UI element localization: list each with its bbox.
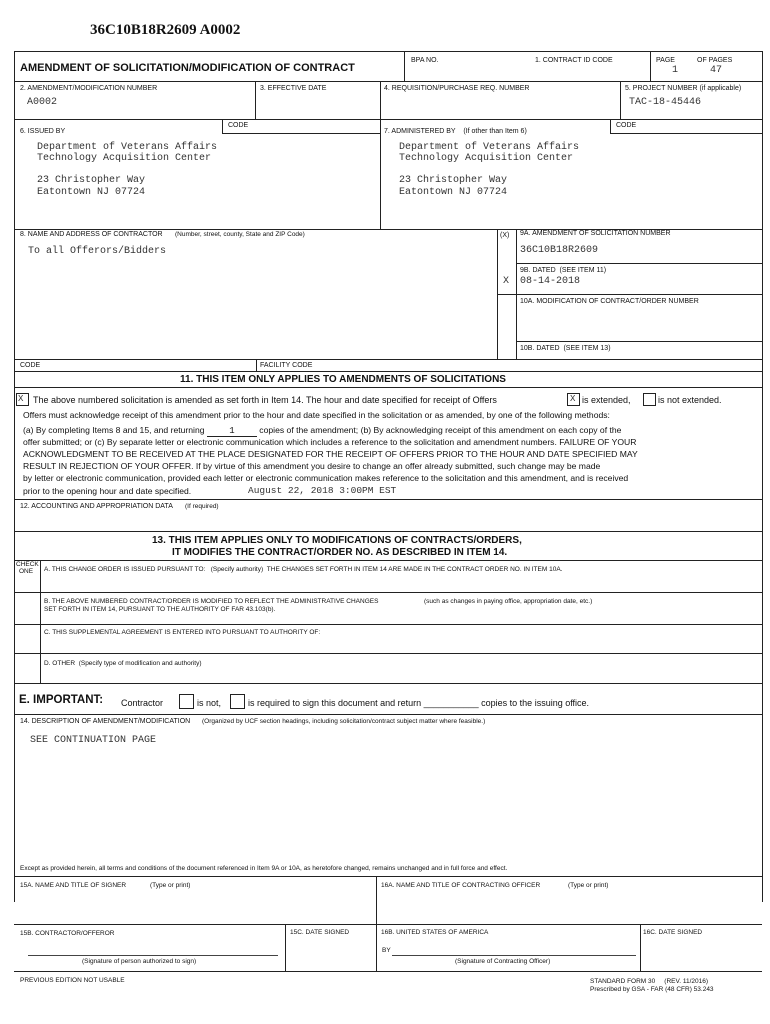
by-label: BY (382, 947, 391, 954)
item11-line3: (a) By completing Items 8 and 15, and returning 1 copies of the amendment; (b) By acknowledging receipt of this amendment on each copy of the (23, 425, 622, 436)
contract-id-label: 1. CONTRACT ID CODE (535, 57, 613, 64)
item11-line7: by letter or electronic communication, provided each letter or electronic communication makes reference to the solicitation and this amendment, and is received (23, 473, 629, 483)
not-extended-checkbox[interactable] (643, 393, 656, 406)
s16a-label: 16A. NAME AND TITLE OF CONTRACTING OFFICER (381, 882, 541, 889)
item13-b-note: (such as changes in paying office, appropriation date, etc.) (424, 598, 593, 605)
facility-code-label: FACILITY CODE (260, 362, 313, 369)
item11-line6: RESULT IN REJECTION OF YOUR OFFER. If by virtue of this amendment you desire to change an offer already submitted, such change may be made (23, 461, 601, 471)
extended-check-mark: X (570, 394, 576, 404)
not-extended-label: is not extended. (658, 395, 722, 405)
contractor-label: 8. NAME AND ADDRESS OF CONTRACTOR (20, 231, 163, 238)
item13-heading1: 13. THIS ITEM APPLIES ONLY TO MODIFICATIONS OF CONTRACTS/ORDERS, (152, 535, 522, 546)
is-not-checkbox[interactable] (179, 694, 194, 709)
item14-label: 14. DESCRIPTION OF AMENDMENT/MODIFICATION (20, 718, 191, 725)
is-required-label: is required to sign this document and return ___________ copies to the issuing office. (248, 698, 590, 708)
admin-code-label: CODE (616, 122, 637, 129)
admin-by-address: Department of Veterans Affairs Technology Acquisition Center 23 Christopher Way Eatontown NJ 07724 (399, 142, 580, 198)
check-one-label: CHECK ONE (16, 561, 39, 575)
item13-heading2: IT MODIFIES THE CONTRACT/ORDER NO. AS DESCRIBED IN ITEM 14. (172, 547, 508, 558)
item14-note: (Organized by UCF section headings, including solicitation/contract subject matter where feasible.) (202, 718, 486, 725)
contractor-word: Contractor (121, 698, 164, 708)
eff-date-label: 3. EFFECTIVE DATE (260, 85, 327, 92)
page-value: 1 (672, 65, 679, 76)
issued-by-label: 6. ISSUED BY (20, 128, 66, 135)
sig-officer-label: (Signature of Contracting Officer) (455, 958, 551, 965)
bpa-no-label: BPA NO. (411, 57, 439, 64)
form-title: AMENDMENT OF SOLICITATION/MODIFICATION OF CONTRACT (20, 62, 355, 74)
is-not-label: is not, (197, 698, 222, 708)
copies-value: 1 (207, 426, 257, 437)
item12-note: (If required) (185, 503, 219, 510)
issued-by-address: Department of Veterans Affairs Technology Acquisition Center 23 Christopher Way Eatontown NJ 07724 (37, 142, 218, 198)
item12-label: 12. ACCOUNTING AND APPROPRIATION DATA (20, 503, 173, 510)
of-pages-value: 47 (710, 65, 723, 76)
dated-9b-label: 9B. DATED (SEE ITEM 11) (520, 267, 607, 274)
proj-no-label: 5. PROJECT NUMBER (if applicable) (625, 85, 742, 92)
item11-line8: prior to the opening hour and date specified. (23, 486, 192, 496)
amend-no-label: 2. AMENDMENT/MODIFICATION NUMBER (20, 85, 158, 92)
contractor-value: To all Offerors/Bidders (28, 246, 167, 257)
issued-code-label: CODE (228, 122, 249, 129)
item11-line1: The above numbered solicitation is amended as set forth in Item 14. The hour and date specified for receipt of Offers (33, 395, 497, 405)
is-required-checkbox[interactable] (230, 694, 245, 709)
dated-9b-value: 08-14-2018 (520, 276, 581, 287)
document-id: 36C10B18R2609 A0002 (90, 22, 241, 38)
item11-heading: 11. THIS ITEM ONLY APPLIES TO AMENDMENTS OF SOLICITATIONS (180, 374, 506, 385)
item14-text: SEE CONTINUATION PAGE (30, 735, 157, 746)
s16a-note: (Type or print) (568, 882, 609, 889)
s15a-note: (Type or print) (150, 882, 191, 889)
amend-sol-label: 9A. AMENDMENT OF SOLICITATION NUMBER (520, 230, 671, 237)
prescribed-by: Prescribed by GSA - FAR (48 CFR) 53.243 (590, 986, 714, 993)
amend-no-value: A0002 (27, 97, 58, 108)
item11-line2: Offers must acknowledge receipt of this amendment prior to the hour and date specified in the solicitation or as amended, by one of the following methods: (23, 410, 610, 420)
x-mark-9b: X (503, 276, 510, 287)
amend-sol-value: 36C10B18R2609 (520, 245, 599, 256)
s16c-label: 16C. DATE SIGNED (643, 929, 703, 936)
is-extended-label: is extended, (582, 395, 631, 405)
item11-line4: offer submitted; or (c) By separate letter or electronic communication which includes a reference to the solicitation and amendment numbers. FAILURE OF YOUR (23, 437, 637, 447)
s16b-label: 16B. UNITED STATES OF AMERICA (381, 929, 489, 936)
dated-10b-label: 10B. DATED (SEE ITEM 13) (520, 345, 611, 352)
offer-due-datetime: August 22, 2018 3:00PM EST (248, 485, 397, 496)
req-no-label: 4. REQUISITION/PURCHASE REQ. NUMBER (384, 85, 530, 92)
standard-form: STANDARD FORM 30 (REV. 11/2016) (590, 978, 708, 985)
x-col-label: (X) (500, 232, 510, 239)
s15a-label: 15A. NAME AND TITLE OF SIGNER (20, 882, 127, 889)
code-label-bottom: CODE (20, 362, 41, 369)
proj-no-value: TAC-18-45446 (629, 97, 702, 108)
mod-no-10a-label: 10A. MODIFICATION OF CONTRACT/ORDER NUMBER (520, 298, 699, 305)
except-text: Except as provided herein, all terms and conditions of the document referenced in Item 9A or 10A, as heretofore changed, remains unchanged and in full force and effect. (20, 865, 508, 872)
item13-b: B. THE ABOVE NUMBERED CONTRACT/ORDER IS MODIFIED TO REFLECT THE ADMINISTRATIVE CHANGES (44, 598, 379, 605)
s15b-label: 15B. CONTRACTOR/OFFEROR (20, 930, 115, 937)
item13-a: A. THIS CHANGE ORDER IS ISSUED PURSUANT TO: (Specify authority) THE CHANGES SET FORTH IN ITEM 14 ARE MADE IN THE CONTRACT ORDER NO. IN ITEM 10A. (44, 566, 563, 573)
contractor-note: (Number, street, county, State and ZIP Code) (175, 231, 305, 238)
admin-by-label: 7. ADMINISTERED BY (If other than Item 6) (384, 128, 527, 135)
item13-c: C. THIS SUPPLEMENTAL AGREEMENT IS ENTERED INTO PURSUANT TO AUTHORITY OF: (44, 629, 321, 636)
sig-person-label: (Signature of person authorized to sign) (82, 958, 197, 965)
page-label: PAGE (656, 57, 675, 64)
item13-b2: SET FORTH IN ITEM 14, PURSUANT TO THE AUTHORITY OF FAR 43.103(b). (44, 606, 276, 613)
important-label: E. IMPORTANT: (19, 694, 104, 706)
s15c-label: 15C. DATE SIGNED (290, 929, 350, 936)
prev-edition: PREVIOUS EDITION NOT USABLE (20, 977, 125, 984)
item11-line5: ACKNOWLEDGMENT TO BE RECEIVED AT THE PLACE DESIGNATED FOR THE RECEIPT OF OFFERS PRIOR TO THE HOUR AND DATE SPECIFIED MAY (23, 449, 638, 459)
item13-d: D. OTHER (Specify type of modification and authority) (44, 660, 202, 667)
item11-check-mark: X (18, 394, 24, 404)
of-pages-label: OF PAGES (697, 57, 733, 64)
